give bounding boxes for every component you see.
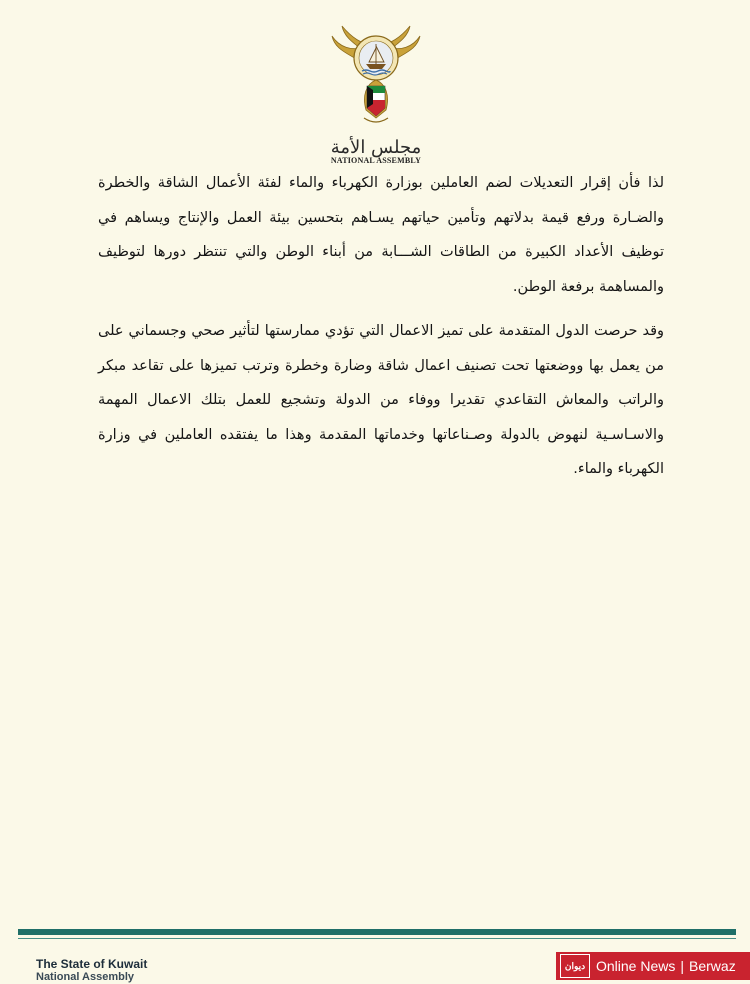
watermark-brand: Berwaz: [689, 958, 736, 974]
letter-body: [98, 166, 664, 497]
national-assembly-emblem: [326, 14, 426, 168]
source-watermark: [556, 952, 750, 980]
footer-divider-thin: [18, 938, 736, 939]
watermark-separator: |: [680, 958, 685, 974]
footer-divider: [18, 929, 736, 935]
diwan-logo-icon: ديوان: [560, 954, 590, 978]
footer-line-2: National Assembly: [36, 971, 135, 983]
paragraph-1: لذا فأن إقرار التعديلات لضم العاملين بوزارة الكهرباء والماء لفئة الأعمال الشاقة والخطرة والضـارة ورفع قيمة بدلاتهم وتأمين حياتهم يسـاهم بتحسين بيئة العمل والإنتاج ويساهم في توظيف الأعداد الكبيرة من الطاقات الشـــابة من أبناء الوطن والتي تنتظر دورها لتوظيف والمساهمة برفعة الوطن.: [98, 175, 664, 295]
paragraph-2: وقد حرصت الدول المتقدمة على تميز الاعمال التي تؤدي ممارستها لتأثير صحي وجسماني على من يعمل بها ووضعتها تحت تصنيف اعمال شاقة وضارة وخطرة وترتب تميزها على تقاعد مبكر والراتب والمعاش التقاعدي تقديرا ووفاء من الدولة وتشجيع للعمل بتلك الاعمال المهمة والاسـاسـية لنهوض بالدولة وصـناعاتها وخدماتها المقدمة وهذا ما يفتقده العاملين في وزارة الكهرباء والماء.: [98, 323, 664, 477]
emblem-english-name: NATIONAL ASSEMBLY: [330, 156, 422, 165]
footer-address: [36, 958, 147, 984]
emblem-arabic-name: مجلس الأمة: [330, 137, 422, 158]
footer-line-1: The State of Kuwait: [36, 957, 148, 971]
emblem-falcon-icon: [326, 14, 426, 138]
watermark-site: Online News: [596, 958, 676, 974]
